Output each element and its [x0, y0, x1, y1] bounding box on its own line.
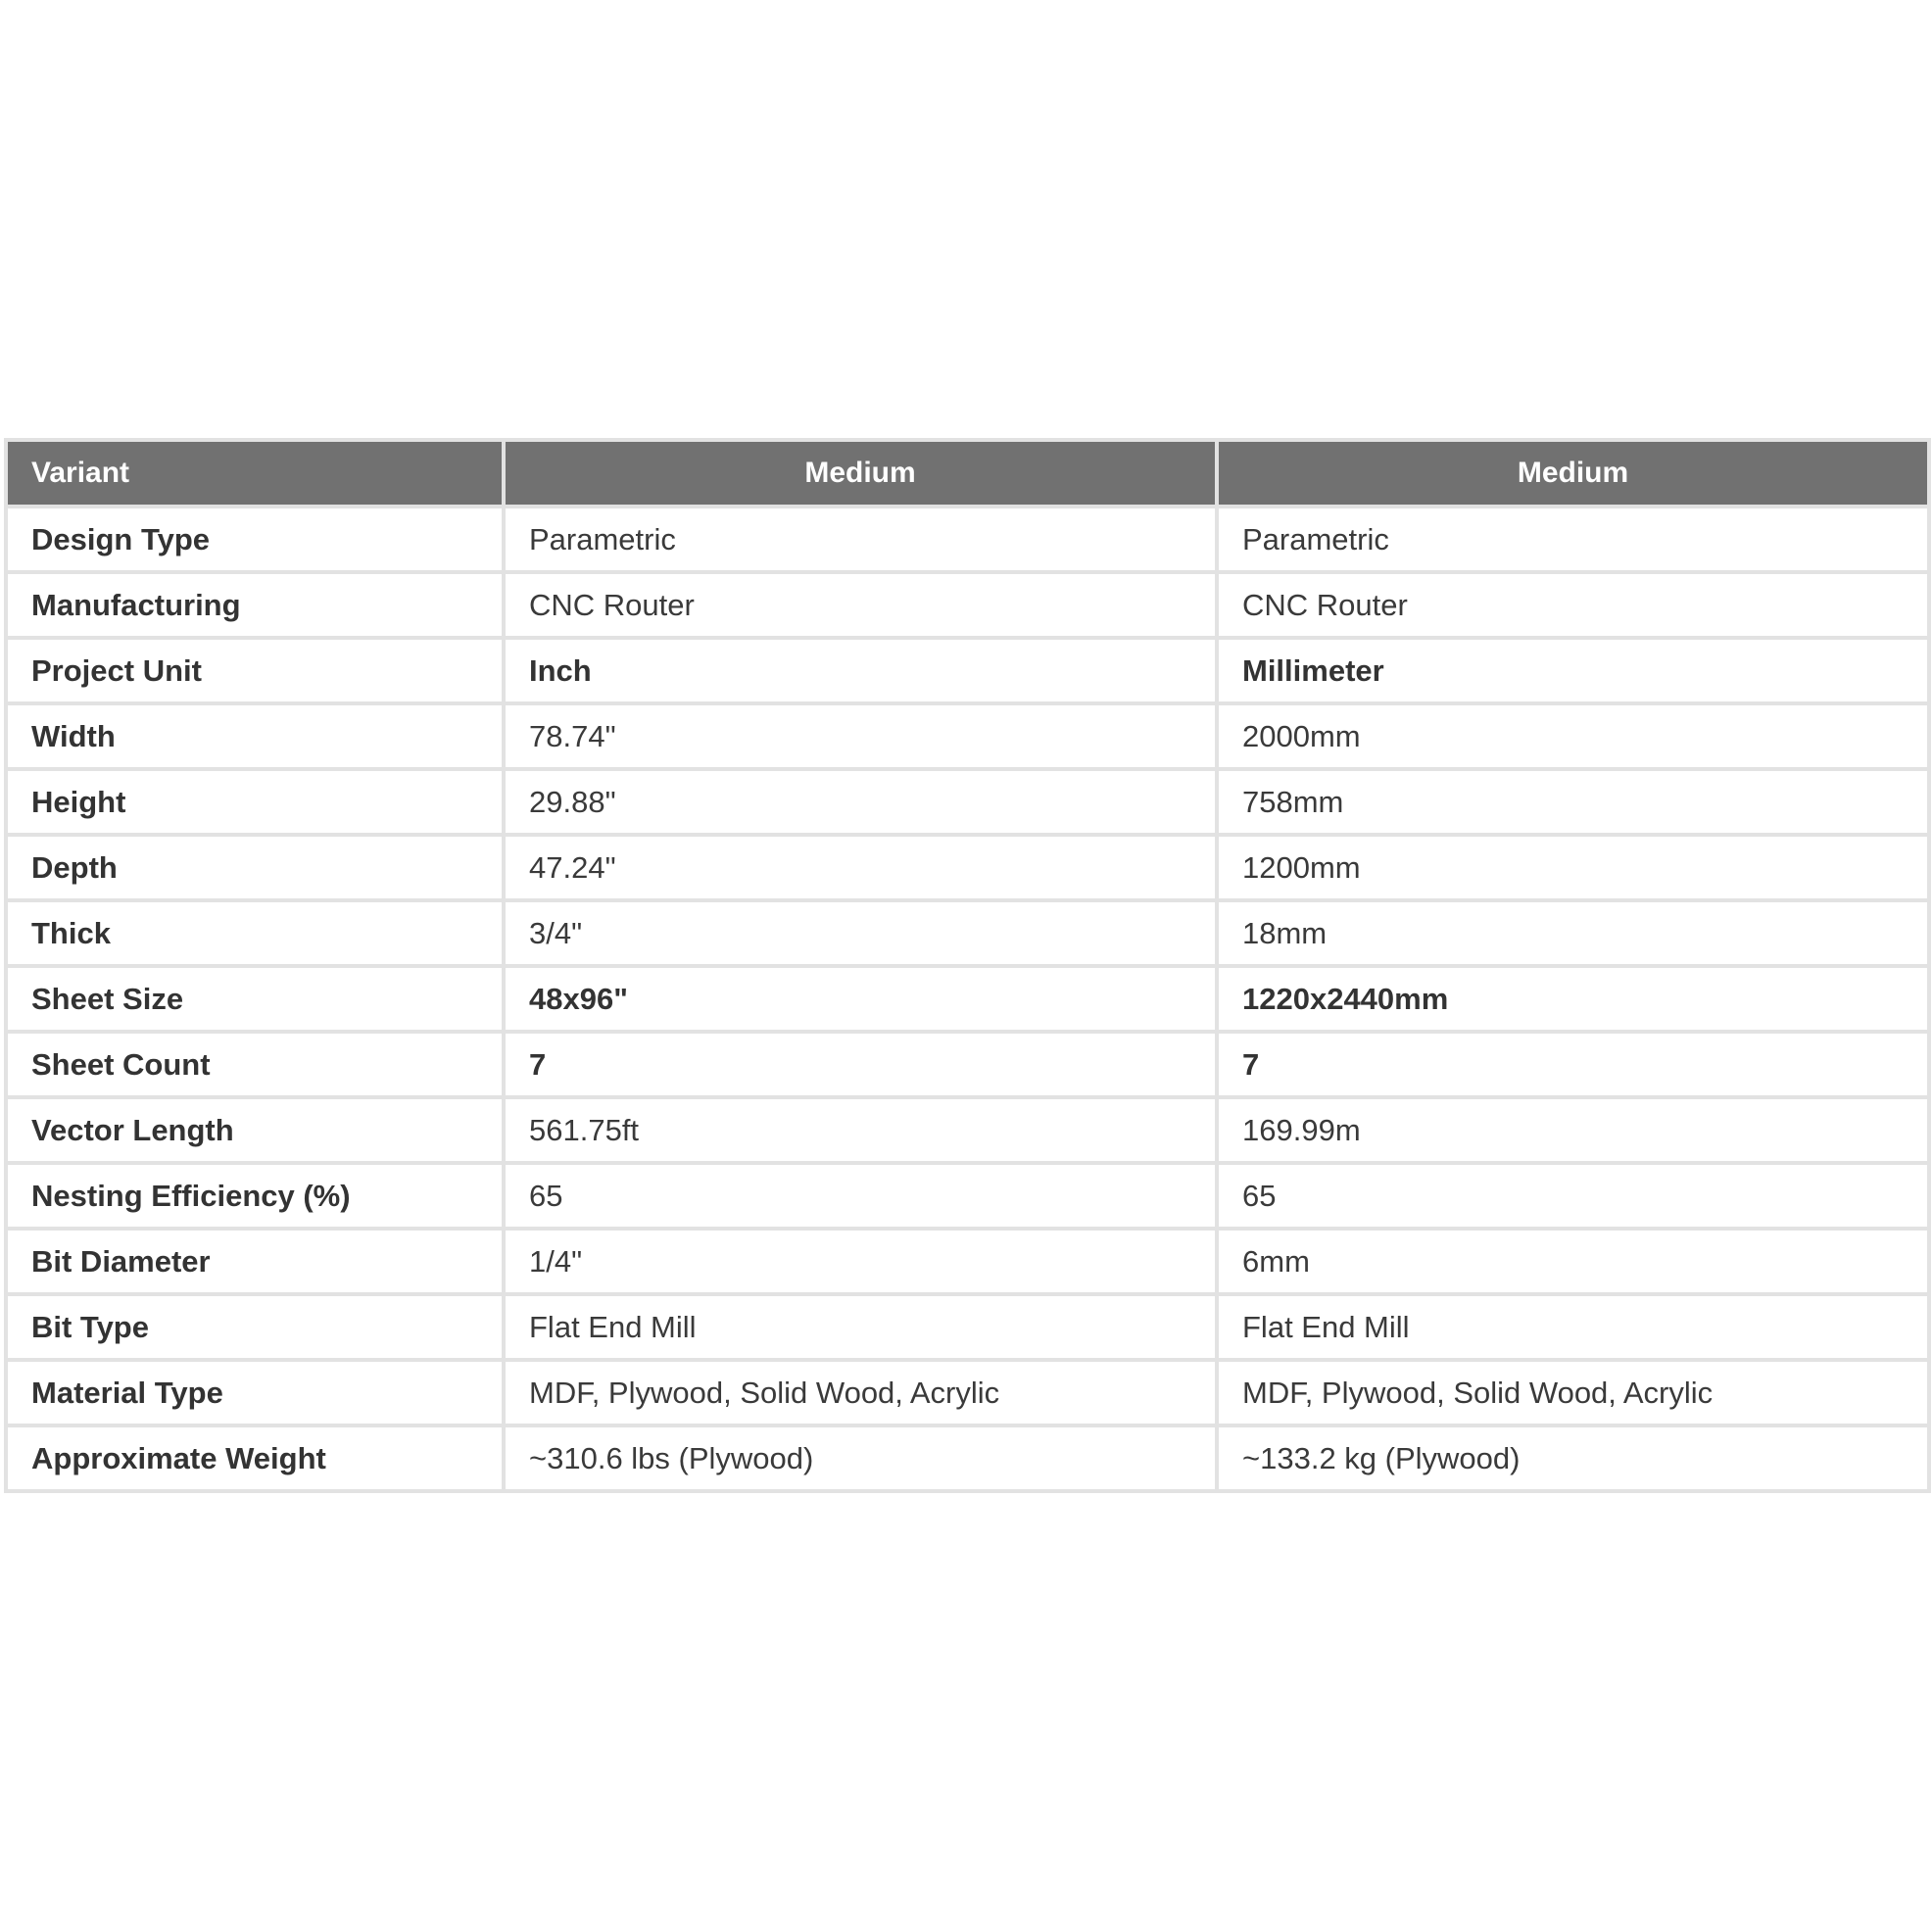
row-label: Approximate Weight: [8, 1427, 502, 1489]
cell-value-mm: ~133.2 kg (Plywood): [1219, 1427, 1927, 1489]
column-header-medium-mm: Medium: [1219, 442, 1927, 505]
cell-value-inch: MDF, Plywood, Solid Wood, Acrylic: [506, 1362, 1215, 1424]
row-label: Material Type: [8, 1362, 502, 1424]
row-label: Vector Length: [8, 1099, 502, 1161]
cell-value-mm: 65: [1219, 1165, 1927, 1227]
table-row-project-unit: [8, 640, 1927, 701]
cell-value-mm: 18mm: [1219, 902, 1927, 964]
header-row: [8, 442, 1927, 505]
cell-value-inch: 3/4": [506, 902, 1215, 964]
row-label: Thick: [8, 902, 502, 964]
cell-value-mm: Flat End Mill: [1219, 1296, 1927, 1358]
cell-value-mm: 169.99m: [1219, 1099, 1927, 1161]
cell-value-inch: 7: [506, 1034, 1215, 1095]
table-row-width: [8, 705, 1927, 767]
cell-value-inch: Inch: [506, 640, 1215, 701]
cell-value-inch: CNC Router: [506, 574, 1215, 636]
spec-comparison-table: [4, 438, 1931, 1493]
cell-value-mm: 758mm: [1219, 771, 1927, 833]
row-label: Sheet Size: [8, 968, 502, 1030]
table-row-material-type: [8, 1362, 1927, 1424]
cell-value-mm: 6mm: [1219, 1231, 1927, 1292]
cell-value-mm: CNC Router: [1219, 574, 1927, 636]
cell-value-mm: Millimeter: [1219, 640, 1927, 701]
table-row-sheet-count: [8, 1034, 1927, 1095]
column-header-variant: Variant: [8, 442, 502, 505]
cell-value-inch: 78.74": [506, 705, 1215, 767]
table-row-height: [8, 771, 1927, 833]
row-label: Width: [8, 705, 502, 767]
row-label: Bit Type: [8, 1296, 502, 1358]
table-row-manufacturing: [8, 574, 1927, 636]
table-row-depth: [8, 837, 1927, 898]
cell-value-inch: 29.88": [506, 771, 1215, 833]
table-row-thick: [8, 902, 1927, 964]
cell-value-mm: 7: [1219, 1034, 1927, 1095]
cell-value-mm: 1220x2440mm: [1219, 968, 1927, 1030]
cell-value-mm: 2000mm: [1219, 705, 1927, 767]
cell-value-mm: Parametric: [1219, 508, 1927, 570]
table-row-vector-length: [8, 1099, 1927, 1161]
cell-value-mm: 1200mm: [1219, 837, 1927, 898]
row-label: Design Type: [8, 508, 502, 570]
cell-value-inch: 65: [506, 1165, 1215, 1227]
cell-value-mm: MDF, Plywood, Solid Wood, Acrylic: [1219, 1362, 1927, 1424]
row-label: Height: [8, 771, 502, 833]
cell-value-inch: 561.75ft: [506, 1099, 1215, 1161]
table-row-bit-type: [8, 1296, 1927, 1358]
table-row-bit-diameter: [8, 1231, 1927, 1292]
column-header-medium-inch: Medium: [506, 442, 1215, 505]
row-label: Sheet Count: [8, 1034, 502, 1095]
cell-value-inch: Parametric: [506, 508, 1215, 570]
row-label: Nesting Efficiency (%): [8, 1165, 502, 1227]
cell-value-inch: 47.24": [506, 837, 1215, 898]
table-row-sheet-size: [8, 968, 1927, 1030]
table-row-design-type: [8, 508, 1927, 570]
row-label: Project Unit: [8, 640, 502, 701]
cell-value-inch: 1/4": [506, 1231, 1215, 1292]
row-label: Depth: [8, 837, 502, 898]
cell-value-inch: ~310.6 lbs (Plywood): [506, 1427, 1215, 1489]
row-label: Bit Diameter: [8, 1231, 502, 1292]
cell-value-inch: 48x96": [506, 968, 1215, 1030]
cell-value-inch: Flat End Mill: [506, 1296, 1215, 1358]
table-row-approximate-weight: [8, 1427, 1927, 1489]
row-label: Manufacturing: [8, 574, 502, 636]
table-row-nesting-efficiency: [8, 1165, 1927, 1227]
